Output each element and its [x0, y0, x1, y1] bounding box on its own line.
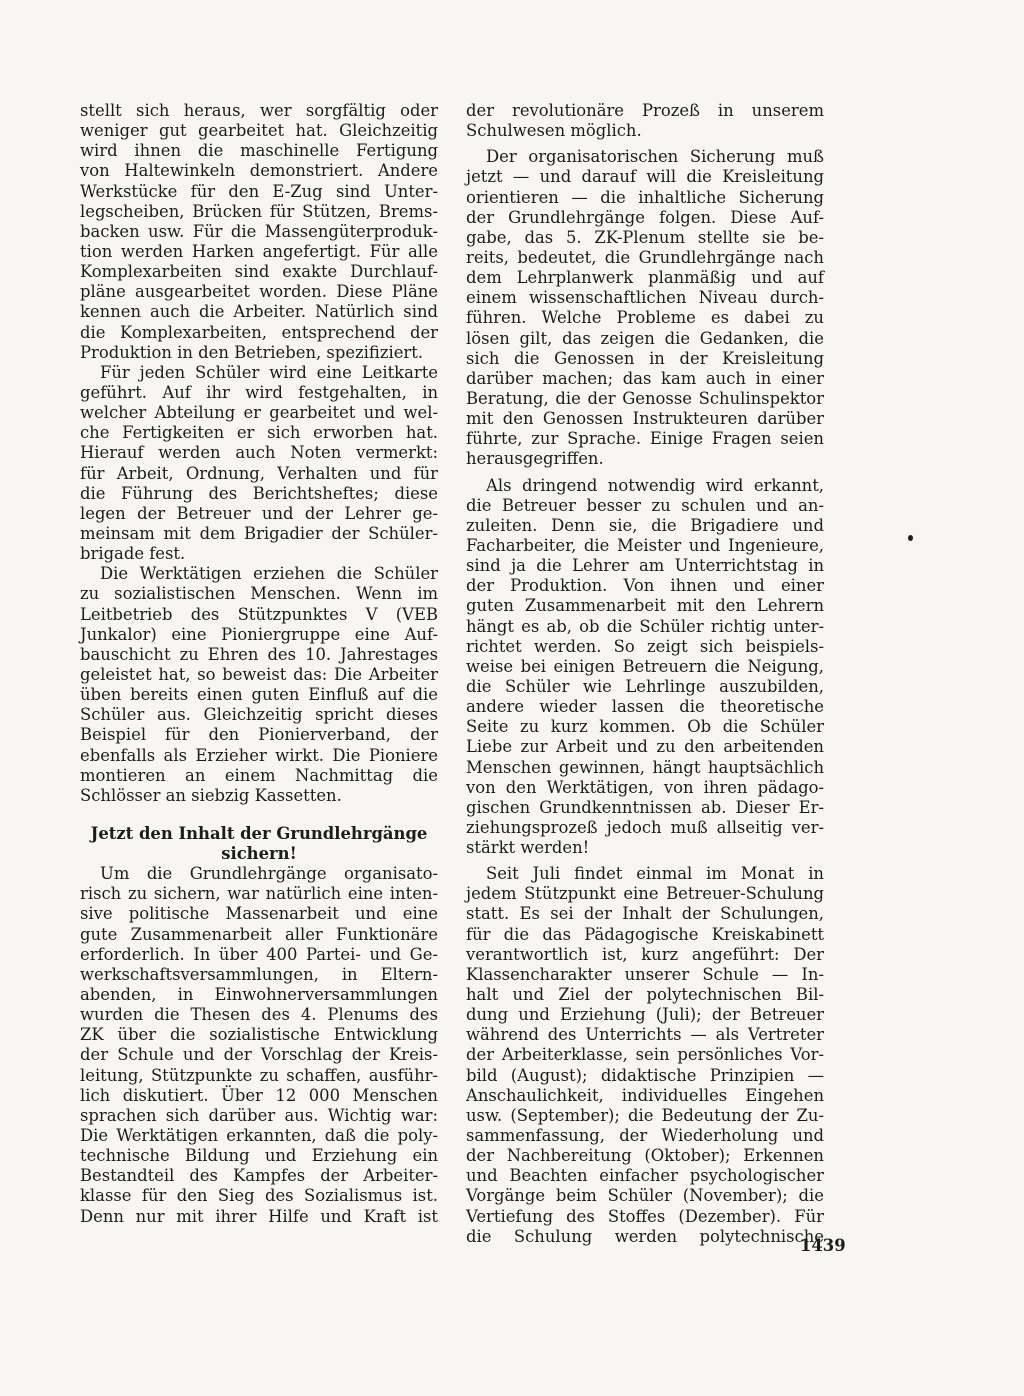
text-line: Menschen gewinnen, hängt hauptsächlich: [466, 757, 824, 777]
text-line: von den Werktätigen, von ihren pädago-: [466, 777, 824, 797]
text-line: mit den Genossen Instrukteuren darüber: [466, 409, 824, 429]
text-line: Seite zu kurz kommen. Ob die Schüler: [466, 717, 824, 737]
text-line: Die Werktätigen erziehen die Schüler: [100, 564, 438, 584]
text-line: Komplexarbeiten sind exakte Durchlauf-: [80, 262, 438, 282]
text-line: welcher Abteilung er gearbeitet und wel-: [80, 403, 438, 423]
text-line: klasse für den Sieg des Sozialismus ist.: [80, 1186, 438, 1206]
text-line: kennen auch die Arbeiter. Natürlich sind: [80, 302, 438, 322]
text-line: Produktion in den Betrieben, spezifiziert.: [80, 342, 424, 362]
text-line: gute Zusammenarbeit aller Funktionäre: [80, 924, 438, 944]
text-line: orientieren — die inhaltliche Sicherung: [466, 187, 824, 207]
text-line: backen usw. Für die Massengüterproduk-: [80, 221, 438, 241]
text-line: geleistet hat, so beweist das: Die Arbeiter: [80, 664, 438, 684]
text-line: tion werden Harken angefertigt. Für alle: [80, 241, 438, 261]
text-line: die Betreuer besser zu schulen und an-: [466, 495, 824, 515]
text-line: che Fertigkeiten er sich erworben hat.: [80, 423, 438, 443]
text-line: Für jeden Schüler wird eine Leitkarte: [100, 362, 438, 382]
text-line: Als dringend notwendig wird erkannt,: [486, 475, 824, 495]
text-line: technische Bildung und Erziehung ein: [80, 1146, 438, 1166]
text-line: einem wissenschaftlichen Niveau durch-: [466, 288, 824, 308]
text-line: der Produktion. Von ihnen und einer: [466, 576, 824, 596]
text-line: zu sozialistischen Menschen. Wenn im: [80, 584, 438, 604]
text-line: die Komplexarbeiten, entsprechend der: [80, 322, 438, 342]
text-line: für Arbeit, Ordnung, Verhalten und für: [80, 463, 438, 483]
text-line: Vertiefung des Stoffes (Dezember). Für: [466, 1206, 824, 1226]
text-line: leitung, Stützpunkte zu schaffen, ausführ-: [80, 1065, 438, 1085]
text-line: dung und Erziehung (Juli); der Betreuer: [466, 1005, 824, 1025]
text-line: halt und Ziel der polytechnischen Bil-: [466, 985, 824, 1005]
ink-speck: [908, 535, 913, 541]
text-line: weise bei einigen Betreuern die Neigung,: [466, 656, 824, 676]
text-line: guten Zusammenarbeit mit den Lehrern: [466, 596, 824, 616]
text-line: der Arbeiterklasse, sein persönliches Vor-: [466, 1045, 824, 1065]
text-line: gabe, das 5. ZK-Plenum stellte sie be-: [466, 227, 824, 247]
text-line: Werkstücke für den E-Zug sind Unter-: [80, 181, 438, 201]
section-heading-line: Jetzt den Inhalt der Grundlehrgänge: [90, 823, 428, 843]
text-line: Um die Grundlehrgänge organisato-: [100, 864, 438, 884]
text-line: der revolutionäre Prozeß in unserem: [466, 101, 824, 120]
text-line: sind ja die Lehrer am Unterrichtstag in: [466, 556, 824, 576]
text-line: stärkt werden!: [466, 838, 590, 858]
text-line: Liebe zur Arbeit und zu den arbeitenden: [466, 737, 824, 757]
text-line: Schüler aus. Gleichzeitig spricht dieses: [80, 705, 438, 725]
text-line: sammenfassung, der Wiederholung und: [466, 1126, 824, 1146]
text-line: herausgegriffen.: [466, 449, 604, 469]
text-line: montieren an einem Nachmittag die: [80, 765, 438, 785]
text-line: darüber machen; das kam auch in einer: [466, 368, 824, 388]
text-line: reits, bedeutet, die Grundlehrgänge nach: [466, 247, 824, 267]
text-line: Denn nur mit ihrer Hilfe und Kraft ist: [80, 1206, 438, 1226]
text-line: die Führung des Berichtsheftes; diese: [80, 483, 438, 503]
text-line: Vorgänge beim Schüler (November); die: [466, 1186, 824, 1206]
text-line: für die das Pädagogische Kreiskabinett: [466, 924, 824, 944]
text-line: Die Werktätigen erkannten, daß die poly-: [80, 1126, 438, 1146]
text-line: Hierauf werden auch Noten vermerkt:: [80, 443, 438, 463]
text-line: Schulwesen möglich.: [466, 121, 642, 141]
text-line: Bestandteil des Kampfes der Arbeiter-: [80, 1166, 438, 1186]
text-line: verantwortlich ist, kurz angeführt: Der: [466, 944, 824, 964]
text-line: lösen gilt, das zeigen die Gedanken, die: [466, 328, 824, 348]
text-line: Beratung, die der Genosse Schulinspektor: [466, 388, 824, 408]
text-line: ziehungsprozeß jedoch muß allseitig ver-: [466, 817, 824, 837]
text-line: richtet werden. So zeigt sich beispiels-: [466, 636, 824, 656]
text-line: dem Lehrplanwerk planmäßig und auf: [466, 268, 824, 288]
text-line: Leitbetrieb des Stützpunktes V (VEB: [80, 604, 438, 624]
text-line: die Schulung werden polytechnische: [466, 1226, 824, 1246]
text-line: ebenfalls als Erzieher wirkt. Die Pioniere: [80, 745, 438, 765]
text-line: ZK über die sozialistische Entwicklung: [80, 1025, 438, 1045]
text-line: zuleiten. Denn sie, die Brigadiere und: [466, 515, 824, 535]
text-line: der Nachbereitung (Oktober); Erkennen: [466, 1146, 824, 1166]
text-line: andere wieder lassen die theoretische: [466, 697, 824, 717]
text-line: jedem Stützpunkt eine Betreuer-Schulung: [466, 884, 824, 904]
text-line: jetzt — und darauf will die Kreisleitung: [466, 167, 824, 187]
text-line: stellt sich heraus, wer sorgfältig oder: [80, 101, 438, 120]
text-line: führte, zur Sprache. Einige Fragen seien: [466, 429, 824, 449]
text-line: brigade fest.: [80, 544, 186, 564]
text-line: statt. Es sei der Inhalt der Schulungen,: [466, 904, 824, 924]
text-line: Junkalor) eine Pioniergruppe eine Auf-: [80, 624, 438, 644]
text-line: sich die Genossen in der Kreisleitung: [466, 348, 824, 368]
text-line: werkschaftsversammlungen, in Eltern-: [80, 964, 438, 984]
text-line: legen der Betreuer und der Lehrer ge-: [80, 503, 438, 523]
paragraph-gap: [80, 806, 438, 824]
section-heading-line: sichern!: [221, 844, 297, 864]
left-text-column: [80, 101, 438, 1227]
text-line: gischen Grundkenntnissen ab. Dieser Er-: [466, 797, 824, 817]
text-line: führen. Welche Probleme es dabei zu: [466, 308, 824, 328]
text-line: üben bereits einen guten Einfluß auf die: [80, 685, 438, 705]
text-line: der Schule und der Vorschlag der Kreis-: [80, 1045, 438, 1065]
text-line: usw. (September); die Bedeutung der Zu-: [466, 1105, 824, 1125]
text-line: während des Unterrichts — als Vertreter: [466, 1025, 824, 1045]
text-line: lich diskutiert. Über 12 000 Menschen: [80, 1085, 438, 1105]
text-line: sprachen sich darüber aus. Wichtig war:: [80, 1105, 438, 1125]
text-line: weniger gut gearbeitet hat. Gleichzeitig: [80, 121, 438, 141]
text-line: der Grundlehrgänge folgen. Diese Auf-: [466, 207, 824, 227]
text-line: risch zu sichern, war natürlich eine inten-: [80, 884, 438, 904]
page-number: 1439: [800, 1236, 846, 1255]
text-line: Beispiel für den Pionierverband, der: [80, 725, 438, 745]
text-line: pläne ausgearbeitet worden. Diese Pläne: [80, 282, 438, 302]
text-line: sive politische Massenarbeit und eine: [80, 904, 438, 924]
text-line: Der organisatorischen Sicherung muß: [486, 147, 824, 167]
text-line: meinsam mit dem Brigadier der Schüler-: [80, 523, 438, 543]
text-line: Anschaulichkeit, individuelles Eingehen: [466, 1085, 824, 1105]
text-line: von Haltewinkeln demonstriert. Andere: [80, 161, 438, 181]
text-line: geführt. Auf ihr wird festgehalten, in: [80, 382, 438, 402]
text-line: die Schüler wie Lehrlinge auszubilden,: [466, 676, 824, 696]
text-line: wurden die Thesen des 4. Plenums des: [80, 1005, 438, 1025]
text-line: legscheiben, Brücken für Stützen, Brems-: [80, 201, 438, 221]
text-line: Facharbeiter, die Meister und Ingenieure,: [466, 535, 824, 555]
text-line: und Beachten einfacher psychologischer: [466, 1166, 824, 1186]
text-line: erforderlich. In über 400 Partei- und Ge-: [80, 944, 438, 964]
text-line: abenden, in Einwohnerversammlungen: [80, 985, 438, 1005]
text-line: Klassencharakter unserer Schule — In-: [466, 964, 824, 984]
text-line: bauschicht zu Ehren des 10. Jahrestages: [80, 644, 438, 664]
text-line: Schlösser an siebzig Kassetten.: [80, 785, 342, 805]
text-line: hängt es ab, ob die Schüler richtig unter-: [466, 616, 824, 636]
right-text-column: [466, 101, 824, 1247]
text-line: bild (August); didaktische Prinzipien —: [466, 1065, 824, 1085]
text-line: wird ihnen die maschinelle Fertigung: [80, 141, 438, 161]
text-line: Seit Juli findet einmal im Monat in: [486, 864, 824, 884]
